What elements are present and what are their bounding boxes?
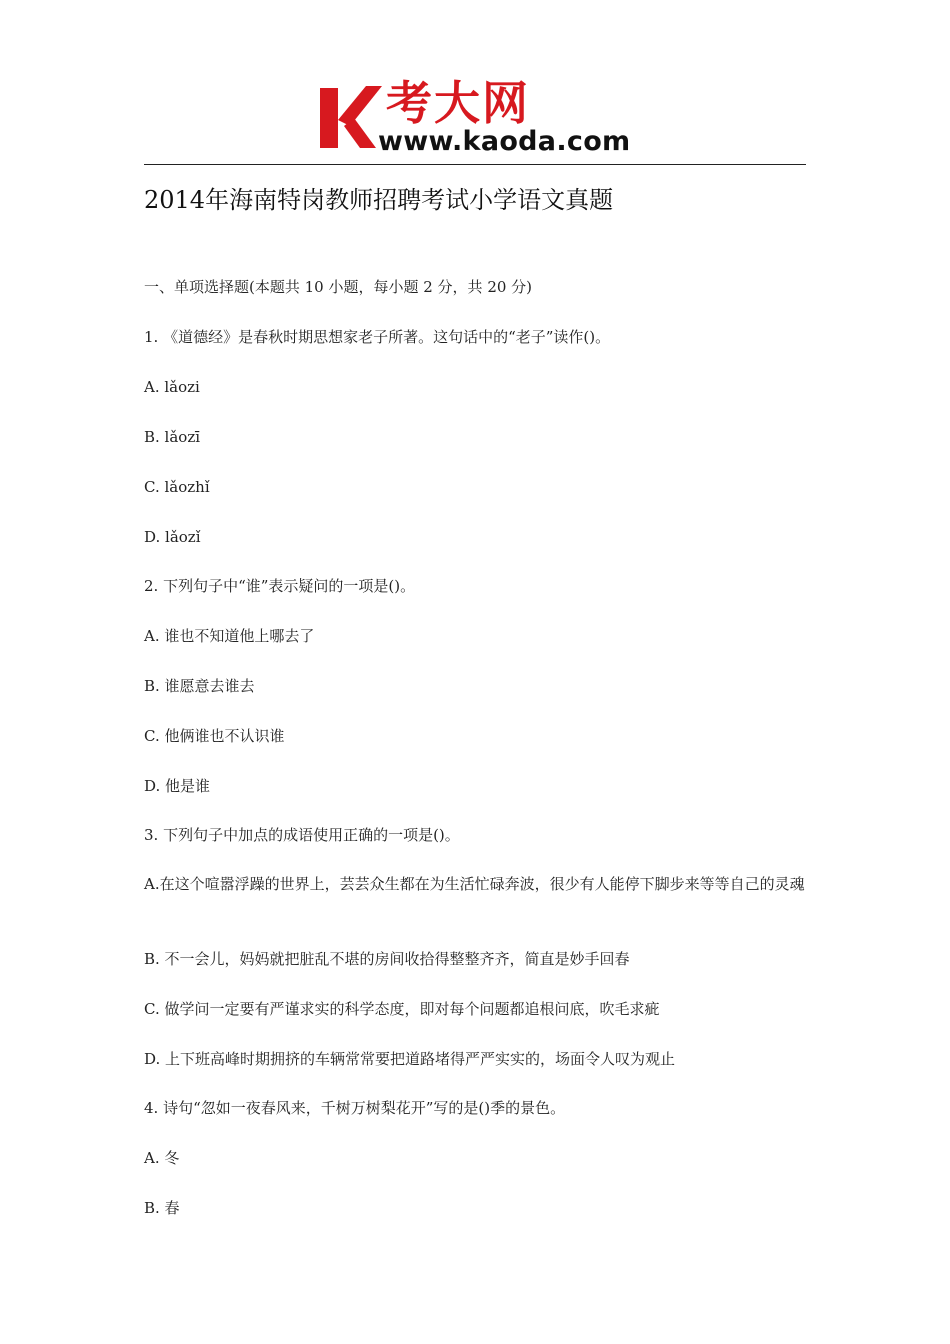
section-heading: 一、单项选择题(本题共 10 小题，每小题 2 分，共 20 分)	[144, 278, 533, 296]
question-1-option-c: C. lǎozhǐ	[144, 478, 210, 496]
question-4-option-a: A. 冬	[144, 1149, 180, 1167]
question-2-option-a: A. 谁也不知道他上哪去了	[144, 627, 315, 645]
question-4-stem: 4. 诗句“忽如一夜春风来，千树万树梨花开”写的是()季的景色。	[144, 1099, 566, 1117]
question-1-stem: 1. 《道德经》是春秋时期思想家老子所著。这句话中的“老子”读作()。	[144, 328, 611, 346]
document-title: 2014年海南特岗教师招聘考试小学语文真题	[144, 186, 614, 214]
question-1-option-a: A. lǎozi	[144, 378, 200, 396]
question-3-stem: 3. 下列句子中加点的成语使用正确的一项是()。	[144, 826, 460, 844]
question-2-stem: 2. 下列句子中“谁”表示疑问的一项是()。	[144, 577, 416, 595]
header-divider	[144, 164, 806, 165]
question-3-option-d: D. 上下班高峰时期拥挤的车辆常常要把道路堵得严严实实的，场面令人叹为观止	[144, 1050, 676, 1068]
kaoda-logo[interactable]	[318, 78, 640, 160]
question-3-option-b: B. 不一会儿，妈妈就把脏乱不堪的房间收拾得整整齐齐，简直是妙手回春	[144, 950, 630, 968]
question-2-option-d: D. 他是谁	[144, 777, 211, 795]
k-logo-icon	[318, 82, 384, 152]
question-3-option-a: A.在这个喧嚣浮躁的世界上，芸芸众生都在为生活忙碌奔波，很少有人能停下脚步来等等自己的灵魂	[144, 875, 805, 893]
question-1-option-d: D. lǎozǐ	[144, 528, 201, 546]
logo-chinese-name: 考大网	[386, 76, 530, 130]
question-2-option-b: B. 谁愿意去谁去	[144, 677, 255, 695]
question-2-option-c: C. 他俩谁也不认识谁	[144, 727, 285, 745]
question-4-option-b: B. 春	[144, 1199, 180, 1217]
question-3-option-c: C. 做学问一定要有严谨求实的科学态度，即对每个问题都追根问底，吹毛求疵	[144, 1000, 660, 1018]
logo-url-text: www.kaoda.com	[378, 126, 631, 157]
question-1-option-b: B. lǎozī	[144, 428, 201, 446]
